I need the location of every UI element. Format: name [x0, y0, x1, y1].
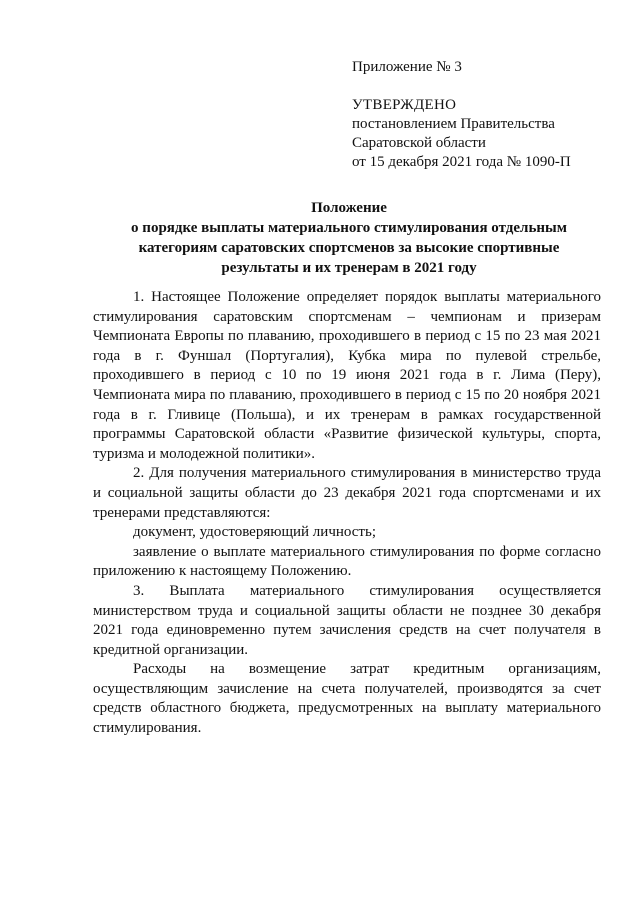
approval-line-2: Саратовской области: [352, 135, 486, 151]
paragraph-4: Расходы на возмещение затрат кредитным организациям, осуществляющим зачисление на счета получателей, производятся за счет средств областного бюджета, предусмотренных на выплату материального стимулирования.: [93, 661, 601, 737]
document-body: [93, 288, 601, 739]
title-line-2: о порядке выплаты материального стимулирования отдельным: [131, 220, 567, 236]
paragraph-3: 3. Выплата материального стимулирования осуществляется министерством труда и социальной защиты области не позднее 30 декабря 2021 года единовременно путем зачисления средств на счет получателя в кредитной организации.: [93, 582, 601, 658]
list-item-document: документ, удостоверяющий личность;: [133, 524, 376, 541]
title-line-3: категориям саратовских спортсменов за высокие спортивные: [138, 240, 560, 256]
approval-line-3: от 15 декабря 2021 года № 1090-П: [352, 154, 571, 170]
approval-line-1: постановлением Правительства: [352, 116, 555, 132]
appendix-number: Приложение № 3: [352, 59, 462, 75]
title-line-1: Положение: [311, 200, 387, 216]
paragraph-1: 1. Настоящее Положение определяет порядок выплаты материального стимулирования саратовским спортсменам – чемпионам и призерам Чемпионата Европы по плаванию, проходившего в период с 15 по 23 мая 2021 года в г. Фуншал (Португалия), Кубка мира по пулевой стрельбе, проходившего в период с 10 по 19 июня 2021 года в г. Лима (Перу), Чемпионата мира по плаванию, проходившего в период с 15 по 20 ноября 2021 года в г. Гливице (Польша), и их тренерам в рамках государственной программы Саратовской области «Развитие физической культуры, спорта, туризма и молодежной политики».: [93, 289, 601, 462]
approval-block: [352, 58, 622, 172]
list-item-application: заявление о выплате материального стимулирования по форме согласно приложению к настоящему Положению.: [93, 543, 601, 580]
title-line-4: результаты и их тренерам в 2021 году: [221, 260, 477, 276]
approved-stamp-text: УТВЕРЖДЕНО: [352, 97, 457, 113]
paragraph-2: 2. Для получения материального стимулирования в министерство труда и социальной защиты области до 23 декабря 2021 года спортсменами и их тренерами представляются:: [93, 465, 601, 521]
document-title: [90, 198, 608, 278]
